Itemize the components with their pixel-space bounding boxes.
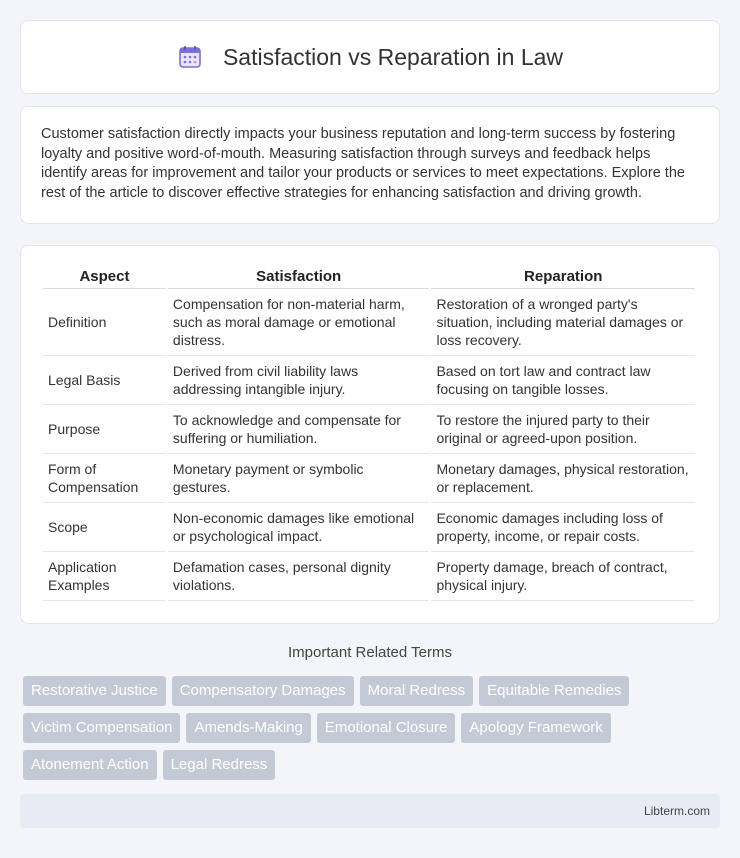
related-term-tag[interactable]: Restorative Justice: [23, 676, 166, 706]
satisfaction-cell: Compensation for non-material harm, such as moral damage or emotional distress.: [168, 289, 430, 356]
table-row: [43, 454, 695, 503]
satisfaction-cell: Non-economic damages like emotional or psychological impact.: [168, 503, 430, 552]
related-terms-heading: Important Related Terms: [288, 644, 452, 661]
reparation-cell: Property damage, breach of contract, physical injury.: [431, 552, 695, 601]
aspect-cell: Purpose: [43, 405, 166, 454]
satisfaction-cell: To acknowledge and compensate for suffering or humiliation.: [168, 405, 430, 454]
related-term-tag[interactable]: Victim Compensation: [23, 713, 180, 743]
column-header-reparation: Reparation: [431, 265, 695, 289]
related-term-tag[interactable]: Moral Redress: [360, 676, 474, 706]
reparation-cell: Based on tort law and contract law focusing on tangible losses.: [431, 356, 695, 405]
aspect-cell: Form of Compensation: [43, 454, 166, 503]
intro-paragraph: Customer satisfaction directly impacts your business reputation and long-term success by fostering loyalty and positive word-of-mouth. Measuring satisfaction through surveys and feedback helps identify areas for improvement and tailor your products or services to meet expectations. Explore the rest of the article to discover effective strategies for enhancing satisfaction and driving growth.: [41, 126, 685, 201]
calendar-icon: [177, 44, 203, 70]
related-term-tag[interactable]: Apology Framework: [461, 713, 610, 743]
reparation-cell: Monetary damages, physical restoration, or replacement.: [431, 454, 695, 503]
intro-card: [20, 106, 720, 224]
column-header-satisfaction: Satisfaction: [168, 265, 430, 289]
aspect-cell: Application Examples: [43, 552, 166, 601]
table-row: [43, 289, 695, 356]
aspect-cell: Scope: [43, 503, 166, 552]
reparation-cell: Restoration of a wronged party's situation, including material damages or loss recovery.: [431, 289, 695, 356]
related-term-tag[interactable]: Amends-Making: [186, 713, 310, 743]
aspect-cell: Definition: [43, 289, 166, 356]
comparison-table: [41, 265, 697, 601]
related-term-tag[interactable]: Atonement Action: [23, 750, 157, 780]
header-card: [20, 20, 720, 94]
related-term-tag[interactable]: Legal Redress: [163, 750, 276, 780]
satisfaction-cell: Derived from civil liability laws addressing intangible injury.: [168, 356, 430, 405]
related-term-tag[interactable]: Emotional Closure: [317, 713, 456, 743]
table-row: [43, 503, 695, 552]
related-term-tag[interactable]: Compensatory Damages: [172, 676, 354, 706]
table-row: [43, 552, 695, 601]
related-terms-list: [23, 676, 713, 780]
satisfaction-cell: Monetary payment or symbolic gestures.: [168, 454, 430, 503]
page-title: Satisfaction vs Reparation in Law: [222, 43, 564, 70]
column-header-aspect: Aspect: [43, 265, 166, 289]
satisfaction-cell: Defamation cases, personal dignity violations.: [168, 552, 430, 601]
table-header-row: [43, 265, 695, 289]
title-wrap: [177, 44, 563, 71]
related-term-tag[interactable]: Equitable Remedies: [479, 676, 629, 706]
reparation-cell: Economic damages including loss of property, income, or repair costs.: [431, 503, 695, 552]
reparation-cell: To restore the injured party to their original or agreed-upon position.: [431, 405, 695, 454]
footer-brand[interactable]: Libterm.com: [643, 804, 710, 818]
aspect-cell: Legal Basis: [43, 356, 166, 405]
table-row: [43, 405, 695, 454]
table-row: [43, 356, 695, 405]
footer-bar: [20, 794, 720, 828]
comparison-card: [20, 245, 720, 624]
